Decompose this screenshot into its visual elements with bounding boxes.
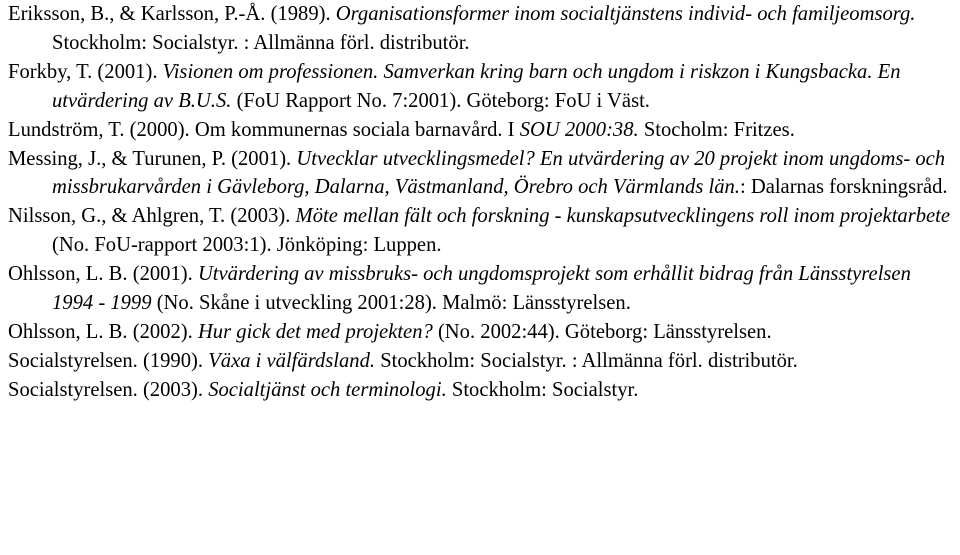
reference-author: Ohlsson, L. B. (2002).: [8, 320, 193, 343]
reference-publisher: (No. 2002:44). Göteborg: Länsstyrelsen.: [437, 320, 772, 343]
reference-title: Socialtjänst och terminologi.: [208, 378, 447, 401]
reference-author: Socialstyrelsen. (1990).: [8, 349, 204, 372]
reference-title: Utvärdering av missbruks- och ungdomsprojekt som erhållit bidrag från Länsstyrelsen 1994 - 1999: [52, 263, 911, 315]
reference-title: Möte mellan fält och forskning - kunskapsutvecklingens roll inom projektarbete: [295, 205, 951, 228]
reference-publisher: Stockholm: Socialstyr. : Allmänna förl. distributör.: [380, 349, 798, 372]
reference-forkby-2001: [4, 58, 956, 116]
reference-author: Socialstyrelsen. (2003).: [8, 378, 204, 401]
reference-lundstrom-2000: [4, 116, 956, 145]
reference-title: Växa i välfärdsland.: [208, 349, 376, 372]
reference-ohlsson-2001: [4, 260, 956, 318]
reference-title: SOU 2000:38.: [519, 118, 639, 141]
reference-publisher: : Dalarnas forskningsråd.: [739, 176, 948, 199]
reference-title: Organisationsformer inom socialtjänstens individ- och familjeomsorg.: [335, 3, 916, 25]
reference-title: Utvecklar utvecklingsmedel? En utvärdering av 20 projekt inom ungdoms- och missbrukarvården i Gävleborg, Dalarna, Västmanland, Örebro och Värmlands län.: [52, 147, 946, 199]
reference-publisher: Stocholm: Fritzes.: [643, 118, 795, 141]
reference-publisher: (No. FoU-rapport 2003:1). Jönköping: Luppen.: [52, 234, 442, 257]
reference-title: Visionen om professionen. Samverkan kring barn och ungdom i riskzon i Kungsbacka. En utvärdering av B.U.S.: [52, 60, 901, 112]
reference-author: Lundström, T. (2000).: [8, 118, 190, 141]
reference-publisher: (No. Skåne i utveckling 2001:28). Malmö: Länsstyrelsen.: [156, 292, 631, 315]
reference-author: Messing, J., & Turunen, P. (2001).: [8, 147, 292, 170]
reference-chapter: Om kommunernas sociala barnavård. I: [194, 118, 515, 141]
reference-author: Nilsson, G., & Ahlgren, T. (2003).: [8, 205, 291, 228]
reference-publisher: Stockholm: Socialstyr.: [451, 378, 639, 401]
reference-publisher: Stockholm: Socialstyr. : Allmänna förl. distributör.: [52, 31, 470, 54]
reference-title: Hur gick det med projekten?: [197, 320, 433, 343]
reference-author: Forkby, T. (2001).: [8, 60, 158, 83]
reference-publisher: (FoU Rapport No. 7:2001). Göteborg: FoU i Väst.: [236, 89, 650, 112]
reference-author: Ohlsson, L. B. (2001).: [8, 263, 193, 286]
reference-author: Eriksson, B., & Karlsson, P.-Å. (1989).: [8, 3, 331, 25]
reference-socialstyrelsen-2003: [4, 376, 956, 405]
reference-eriksson-1989: [4, 0, 956, 58]
reference-ohlsson-2002: [4, 318, 956, 347]
reference-messing-2001: [4, 145, 956, 203]
reference-list: [4, 0, 956, 405]
reference-socialstyrelsen-1990: [4, 347, 956, 376]
reference-nilsson-2003: [4, 202, 956, 260]
